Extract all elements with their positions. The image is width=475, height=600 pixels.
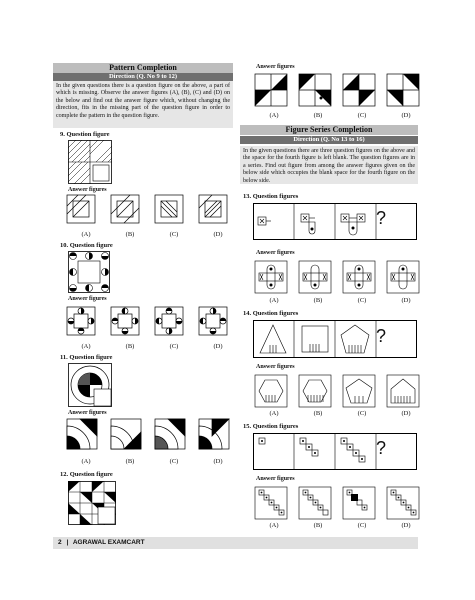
option-b[interactable]: (B) — [313, 410, 323, 417]
option-d[interactable]: (D) — [213, 458, 223, 465]
question-12-label: 12. Question figure — [60, 471, 113, 478]
q15-answer-figures — [254, 486, 418, 522]
question-12-figure — [68, 481, 116, 525]
q15-question-figures — [253, 433, 417, 470]
direction-title-left: Direction (Q. No 9 to 12) — [53, 73, 233, 81]
q10-options — [60, 343, 235, 353]
section-title-figure-series: Figure Series Completion — [240, 125, 418, 135]
brand-logo: AGRAWAL EXAMCART — [72, 539, 145, 546]
option-d[interactable]: (D) — [401, 410, 411, 417]
option-d[interactable]: (D) — [213, 231, 223, 238]
q9-answer-label: Answer figures — [68, 187, 107, 193]
page-number: 2 — [58, 539, 62, 546]
q10-answer-label: Answer figures — [68, 296, 107, 302]
option-a[interactable]: (A) — [269, 410, 279, 417]
option-b[interactable]: (B) — [313, 112, 323, 119]
option-c[interactable]: (C) — [357, 297, 367, 304]
q12-answer-figures — [254, 73, 416, 109]
q10-answer-figures — [66, 306, 228, 340]
q15-missing-mark: ? — [376, 438, 387, 458]
q15-options — [248, 522, 423, 532]
q13-answer-label: Answer figures — [256, 250, 295, 256]
option-a[interactable]: (A) — [81, 231, 91, 238]
option-b[interactable]: (B) — [125, 458, 135, 465]
q11-options — [60, 458, 235, 468]
option-d[interactable]: (D) — [401, 297, 411, 304]
option-a[interactable]: (A) — [81, 343, 91, 350]
option-c[interactable]: (C) — [357, 522, 367, 529]
q13-options — [248, 297, 423, 307]
q13-answer-figures — [254, 260, 418, 296]
option-b[interactable]: (B) — [125, 343, 135, 350]
q14-missing-mark: ? — [376, 326, 387, 346]
direction-title-right: Direction (Q. No 13 to 16) — [240, 136, 418, 144]
option-a[interactable]: (A) — [269, 112, 279, 119]
option-c[interactable]: (C) — [169, 458, 179, 465]
option-d[interactable]: (D) — [401, 522, 411, 529]
q11-answer-figures — [66, 418, 228, 454]
footer-separator: | — [66, 539, 69, 546]
option-b[interactable]: (B) — [313, 297, 323, 304]
option-b[interactable]: (B) — [125, 231, 135, 238]
option-c[interactable]: (C) — [169, 231, 179, 238]
q13-question-figures — [253, 203, 417, 240]
question-14-label: 14. Question figures — [243, 310, 299, 317]
question-11-figure — [68, 363, 112, 407]
question-15-label: 15. Question figures — [243, 423, 299, 430]
question-13-label: 13. Question figures — [243, 193, 299, 200]
option-a[interactable]: (A) — [81, 458, 91, 465]
option-c[interactable]: (C) — [169, 343, 179, 350]
direction-text-left: In the given questions there is a question figure on the above, a part of which is missing. Observe the answer figures (A), (B), (C) and (D) on the below and find out the answer figure which, without changing the direction, fits in the missing part of the question figure in order to complete the pattern in the question figure. — [53, 81, 233, 128]
q9-answer-figures — [66, 194, 228, 228]
option-a[interactable]: (A) — [269, 297, 279, 304]
direction-text-right: In the given questions there are three question figures on the above and the space for the fourth figure is left blank. The question figures are in a series. Find out figure from among the answer figures given on the below side which occupies the blank space for the fourth figure on the below side. — [240, 146, 418, 184]
option-d[interactable]: (D) — [401, 112, 411, 119]
question-11-label: 11. Question figure — [60, 354, 113, 361]
question-9-figure — [68, 140, 112, 184]
footer — [58, 539, 145, 546]
q12-options — [248, 112, 423, 122]
option-c[interactable]: (C) — [357, 112, 367, 119]
option-d[interactable]: (D) — [213, 343, 223, 350]
question-10-label: 10. Question figure — [60, 242, 113, 249]
q9-options — [60, 231, 235, 241]
q11-answer-label: Answer figures — [68, 410, 107, 416]
option-c[interactable]: (C) — [357, 410, 367, 417]
q13-missing-mark: ? — [376, 208, 387, 228]
option-a[interactable]: (A) — [269, 522, 279, 529]
q14-answer-figures — [254, 374, 418, 410]
q14-options — [248, 410, 423, 420]
q15-answer-label: Answer figures — [256, 476, 295, 482]
q14-answer-label: Answer figures — [256, 364, 295, 370]
question-10-figure — [68, 251, 110, 293]
question-9-label: 9. Question figure — [60, 131, 110, 138]
q12-answer-label: Answer figures — [256, 64, 295, 70]
section-title-pattern-completion: Pattern Completion — [53, 63, 233, 73]
option-b[interactable]: (B) — [313, 522, 323, 529]
q14-question-figures — [253, 320, 417, 358]
